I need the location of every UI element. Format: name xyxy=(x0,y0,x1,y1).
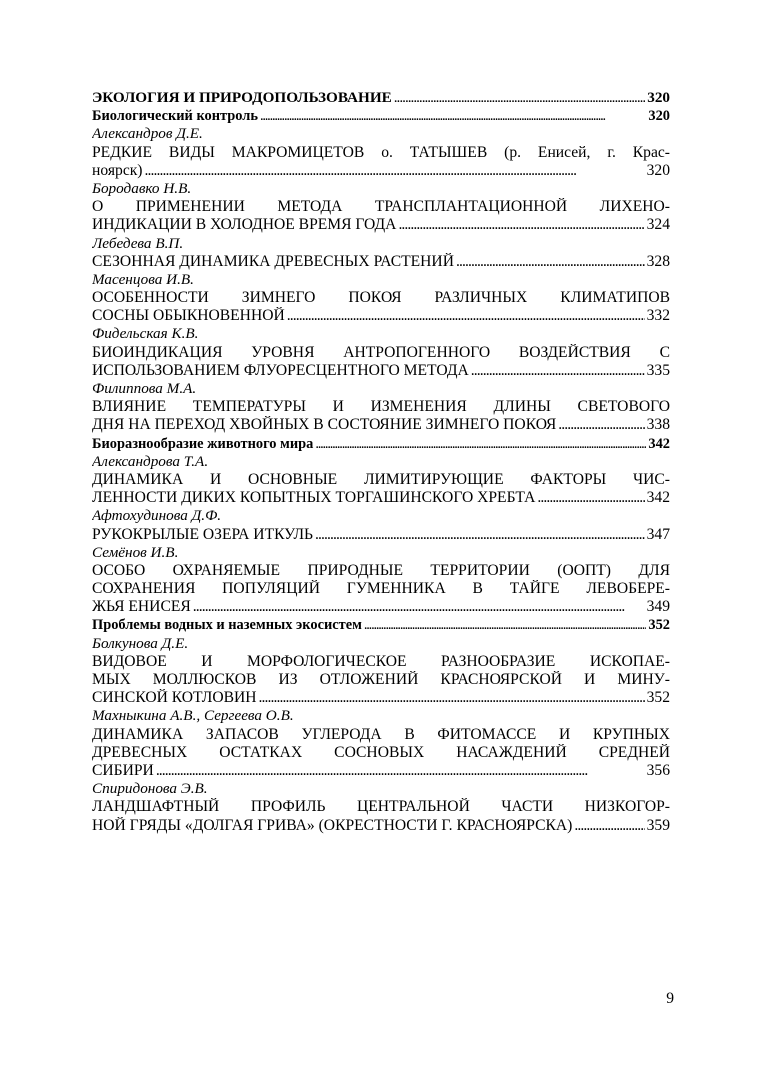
toc-entry-text: РУКОКРЫЛЫЕ ОЗЕРА ИТКУЛЬ xyxy=(92,525,313,543)
page-ref: 338 xyxy=(646,416,670,434)
page-ref: 359 xyxy=(646,816,670,834)
toc-entry-text: ЛЕННОСТИ ДИКИХ КОПЫТНЫХ ТОРГАШИНСКОГО ХРЕБТА xyxy=(92,489,536,507)
toc-entry-text: ИСПОЛЬЗОВАНИЕМ ФЛУОРЕСЦЕНТНОГО МЕТОДА xyxy=(92,361,469,379)
page-ref: 342 xyxy=(646,489,670,507)
toc-author: Болкунова Д.Е. xyxy=(92,634,189,652)
toc-title-line: ОСОБЕННОСТИ ЗИМНЕГО ПОКОЯ РАЗЛИЧНЫХ КЛИМАТИПОВ xyxy=(92,289,670,307)
toc-title-line: РЕДКИЕ ВИДЫ МАКРОМИЦЕТОВ о. ТАТЫШЕВ (р. Енисей, г. Крас- xyxy=(92,143,670,161)
toc-entry[interactable] xyxy=(92,689,670,707)
dot-leader xyxy=(259,689,645,707)
page-ref: 342 xyxy=(648,435,670,452)
toc-author: Семёнов И.В. xyxy=(92,543,179,561)
toc-title-line: ЛАНДШАФТНЫЙ ПРОФИЛЬ ЦЕНТРАЛЬНОЙ ЧАСТИ НИЗКОГОР- xyxy=(92,798,670,816)
dot-leader xyxy=(145,162,645,180)
toc-entry-text: СИНСКОЙ КОТЛОВИН xyxy=(92,689,257,707)
page-number: 9 xyxy=(666,990,674,1007)
toc-section-text: ЭКОЛОГИЯ И ПРИРОДОПОЛЬЗОВАНИЕ xyxy=(92,89,392,106)
dot-leader xyxy=(156,762,645,780)
toc-entry[interactable] xyxy=(92,362,670,380)
toc-subsection[interactable] xyxy=(92,435,670,453)
dot-leader xyxy=(193,598,645,616)
page-ref: 352 xyxy=(648,617,670,634)
toc-entry-text: ЖЬЯ ЕНИСЕЯ xyxy=(92,598,191,616)
dot-leader xyxy=(471,362,645,380)
dot-leader xyxy=(287,307,645,325)
toc-section[interactable] xyxy=(92,89,670,107)
page-ref: 320 xyxy=(647,89,670,106)
toc-author: Бородавко Н.В. xyxy=(92,179,192,197)
page-ref: 320 xyxy=(648,108,670,125)
toc-author: Филиппова М.А. xyxy=(92,380,197,397)
toc-entry[interactable] xyxy=(92,253,670,271)
toc-title-line: ОСОБО ОХРАНЯЕМЫЕ ПРИРОДНЫЕ ТЕРРИТОРИИ (ООПТ) ДЛЯ xyxy=(92,561,670,579)
toc-entry[interactable] xyxy=(92,216,670,234)
dot-leader xyxy=(537,489,644,507)
page-ref: 335 xyxy=(646,361,670,379)
dot-leader xyxy=(315,435,646,453)
toc-title-line: ВЛИЯНИЕ ТЕМПЕРАТУРЫ И ИЗМЕНЕНИЯ ДЛИНЫ СВЕТОВОГО xyxy=(92,398,670,416)
toc-title-line: ДИНАМИКА ЗАПАСОВ УГЛЕРОДА В ФИТОМАССЕ И КРУПНЫХ xyxy=(92,725,670,743)
toc-entry-text: СЕЗОННАЯ ДИНАМИКА ДРЕВЕСНЫХ РАСТЕНИЙ xyxy=(92,252,454,270)
dot-leader xyxy=(456,253,645,271)
toc-author: Александрова Т.А. xyxy=(92,452,209,470)
toc-title-line: МЫХ МОЛЛЮСКОВ ИЗ ОТЛОЖЕНИЙ КРАСНОЯРСКОЙ И МИНУ- xyxy=(92,671,670,688)
toc-entry-text: ДНЯ НА ПЕРЕХОД ХВОЙНЫХ В СОСТОЯНИЕ ЗИМНЕГО ПОКОЯ xyxy=(92,416,557,434)
page-ref: 349 xyxy=(646,598,670,616)
toc-entry-text: НОЙ ГРЯДЫ «ДОЛГАЯ ГРИВА» (ОКРЕСТНОСТИ Г. КРАСНОЯРСКА) xyxy=(92,816,573,834)
dot-leader xyxy=(398,216,644,234)
toc-subsection[interactable] xyxy=(92,616,670,634)
toc-title-line: СОХРАНЕНИЯ ПОПУЛЯЦИЙ ГУМЕННИКА В ТАЙГЕ ЛЕВОБЕРЕ- xyxy=(92,580,670,598)
toc-entry[interactable] xyxy=(92,817,670,835)
toc-entry-text: СИБИРИ xyxy=(92,761,154,779)
table-of-contents xyxy=(92,89,670,835)
toc-entry[interactable] xyxy=(92,762,670,780)
toc-entry-text: ноярск) xyxy=(92,161,143,179)
toc-author: Фидельская К.В. xyxy=(92,325,199,343)
toc-subsection-text: Биологический контроль xyxy=(92,108,258,125)
page-ref: 356 xyxy=(646,761,670,779)
toc-title-line: ДРЕВЕСНЫХ ОСТАТКАХ СОСНОВЫХ НАСАЖДЕНИЙ СРЕДНЕЙ xyxy=(92,743,670,761)
page-ref: 320 xyxy=(646,161,670,179)
page-ref: 324 xyxy=(646,216,670,234)
toc-author: Махныкина А.В., Сергеева О.В. xyxy=(92,707,294,725)
toc-title-line: ДИНАМИКА И ОСНОВНЫЕ ЛИМИТИРУЮЩИЕ ФАКТОРЫ ЧИС- xyxy=(92,470,670,488)
toc-entry[interactable] xyxy=(92,162,670,180)
toc-entry-text: СОСНЫ ОБЫКНОВЕННОЙ xyxy=(92,307,285,325)
toc-entry[interactable] xyxy=(92,416,670,434)
toc-title-line: БИОИНДИКАЦИЯ УРОВНЯ АНТРОПОГЕННОГО ВОЗДЕЙСТВИЯ С xyxy=(92,343,670,361)
dot-leader xyxy=(574,817,644,835)
toc-author: Александров Д.Е. xyxy=(92,125,203,143)
toc-entry-text: ИНДИКАЦИИ В ХОЛОДНОЕ ВРЕМЯ ГОДА xyxy=(92,216,397,234)
toc-author: Лебедева В.П. xyxy=(92,234,184,252)
toc-title-line: О ПРИМЕНЕНИИ МЕТОДА ТРАНСПЛАНТАЦИОННОЙ ЛИХЕНО- xyxy=(92,198,670,216)
dot-leader xyxy=(394,89,645,107)
toc-entry[interactable] xyxy=(92,598,670,616)
page-ref: 352 xyxy=(646,689,670,707)
toc-author: Афтохудинова Д.Ф. xyxy=(92,507,222,525)
toc-entry[interactable] xyxy=(92,526,670,544)
page-ref: 347 xyxy=(646,525,670,543)
toc-subsection[interactable] xyxy=(92,107,670,125)
page-ref: 332 xyxy=(646,307,670,325)
toc-author: Спиридонова Э.В. xyxy=(92,780,208,798)
dot-leader xyxy=(558,416,644,434)
toc-subsection-text: Биоразнообразие животного мира xyxy=(92,435,314,452)
dot-leader xyxy=(260,107,646,125)
toc-entry[interactable] xyxy=(92,307,670,325)
toc-title-line: ВИДОВОЕ И МОРФОЛОГИЧЕСКОЕ РАЗНООБРАЗИЕ ИСКОПАЕ- xyxy=(92,652,670,670)
dot-leader xyxy=(364,616,647,634)
page-ref: 328 xyxy=(646,252,670,270)
toc-subsection-text: Проблемы водных и наземных экосистем xyxy=(92,617,362,634)
toc-author: Масенцова И.В. xyxy=(92,270,194,288)
toc-entry[interactable] xyxy=(92,489,670,507)
dot-leader xyxy=(315,526,645,544)
